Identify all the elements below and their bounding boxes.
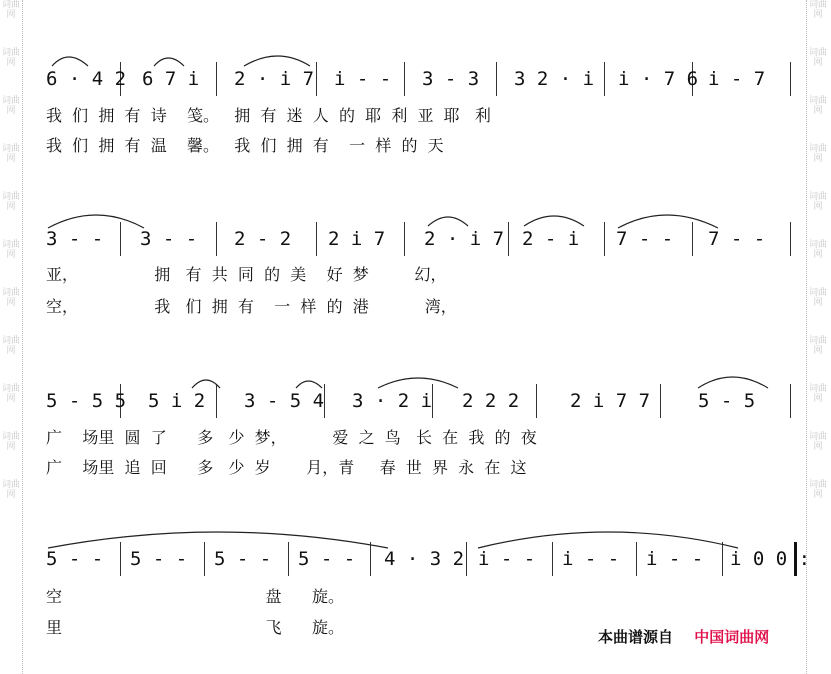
watermark-text: 词曲网: [809, 144, 827, 164]
measure-notes: 5 - 5 5: [46, 390, 127, 412]
watermark-text: 词曲网: [809, 192, 827, 212]
left-margin-line: [22, 0, 23, 674]
slurs: [38, 50, 798, 70]
measure-notes: 2 - i: [522, 228, 580, 250]
watermark-text: 词曲网: [2, 48, 20, 68]
slurs: [38, 372, 798, 392]
lyrics-verse-2: 我 们 拥 有 温 馨。 我 们 拥 有 一 样 的 天: [46, 136, 444, 155]
watermark-text: 词曲网: [2, 480, 20, 500]
measure-notes: 2 i 7 7: [570, 390, 651, 412]
measure-notes: 4 · 3 2: [384, 548, 465, 570]
measure-notes: 3 - 5 4: [244, 390, 325, 412]
measure-notes: i - 7: [708, 68, 766, 90]
watermark-text: 词曲网: [2, 384, 20, 404]
score-system-4: [38, 542, 811, 576]
watermark-text: 词曲网: [809, 432, 827, 452]
measure-notes: 2 2 2: [462, 390, 520, 412]
watermark-text: 词曲网: [809, 0, 827, 20]
watermark-text: 词曲网: [2, 144, 20, 164]
right-margin-line: [806, 0, 807, 674]
measure-notes: 5 - -: [130, 548, 188, 570]
site-link[interactable]: 中国词曲网: [694, 628, 770, 646]
watermark-text: 词曲网: [809, 96, 827, 116]
watermark-text: 词曲网: [809, 336, 827, 356]
lyrics-verse-1: 亚， 拥 有 共 同 的 美 好 梦 幻，: [46, 265, 447, 284]
watermark-text: 词曲网: [809, 384, 827, 404]
lyrics-verse-1: 我 们 拥 有 诗 笺。 拥 有 迷 人 的 耶 利 亚 耶 利: [46, 106, 491, 125]
measure-notes: 5 - 5: [698, 390, 756, 412]
score-system-1: [38, 62, 798, 96]
credit-prefix: 本曲谱源自: [598, 628, 674, 646]
measure-notes: 2 · i 7: [234, 68, 315, 90]
measure-notes: 5 - -: [46, 548, 104, 570]
measure-notes: 7 - -: [616, 228, 674, 250]
measure-notes: i - -: [562, 548, 620, 570]
watermark-text: 词曲网: [809, 480, 827, 500]
measure-notes: 3 · 2 i: [352, 390, 433, 412]
measure-notes: 2 · i 7: [424, 228, 505, 250]
source-credit: [598, 626, 769, 647]
lyrics-verse-2: 里 飞 旋。: [46, 618, 344, 637]
watermark-text: 词曲网: [809, 240, 827, 260]
watermark-text: 词曲网: [2, 192, 20, 212]
watermark-text: 词曲网: [2, 288, 20, 308]
score-system-2: [38, 222, 798, 256]
measure-notes: 3 - 3: [422, 68, 480, 90]
watermark-text: 词曲网: [2, 336, 20, 356]
watermark-text: 词曲网: [2, 96, 20, 116]
lyrics-verse-1: 空 盘 旋。: [46, 587, 344, 606]
measure-notes: i - -: [478, 548, 536, 570]
watermark-text: 词曲网: [809, 288, 827, 308]
watermark-text: 词曲网: [2, 0, 20, 20]
slurs: [38, 210, 798, 230]
watermark-text: 词曲网: [2, 432, 20, 452]
measure-notes: 2 i 7: [328, 228, 386, 250]
measure-notes: 3 - -: [140, 228, 198, 250]
score-system-3: [38, 384, 798, 418]
measure-notes: 6 · 4 2: [46, 68, 127, 90]
watermark-text: 词曲网: [2, 240, 20, 260]
watermark-right: [809, 0, 827, 674]
measure-notes: i · 7 6: [618, 68, 699, 90]
lyrics-verse-1: 广 场里 圆 了 多 少 梦， 爱 之 鸟 长 在 我 的 夜: [46, 428, 537, 447]
watermark-left: [2, 0, 20, 674]
watermark-text: 词曲网: [809, 48, 827, 68]
measure-notes: 5 i 2: [148, 390, 206, 412]
measure-notes: 5 - -: [298, 548, 356, 570]
measure-notes: i 0 0 :: [730, 548, 811, 570]
measure-notes: 5 - -: [214, 548, 272, 570]
slurs: [38, 530, 798, 550]
measure-notes: 3 - -: [46, 228, 104, 250]
measure-notes: 6 7 i: [142, 68, 200, 90]
lyrics-verse-2: 空， 我 们 拥 有 一 样 的 港 湾，: [46, 297, 457, 316]
lyrics-verse-2: 广 场里 追 回 多 少 岁 月，青 春 世 界 永 在 这: [46, 458, 527, 477]
measure-notes: i - -: [334, 68, 392, 90]
measure-notes: i - -: [646, 548, 704, 570]
measure-notes: 3 2 · i: [514, 68, 595, 90]
measure-notes: 7 - -: [708, 228, 766, 250]
measure-notes: 2 - 2: [234, 228, 292, 250]
